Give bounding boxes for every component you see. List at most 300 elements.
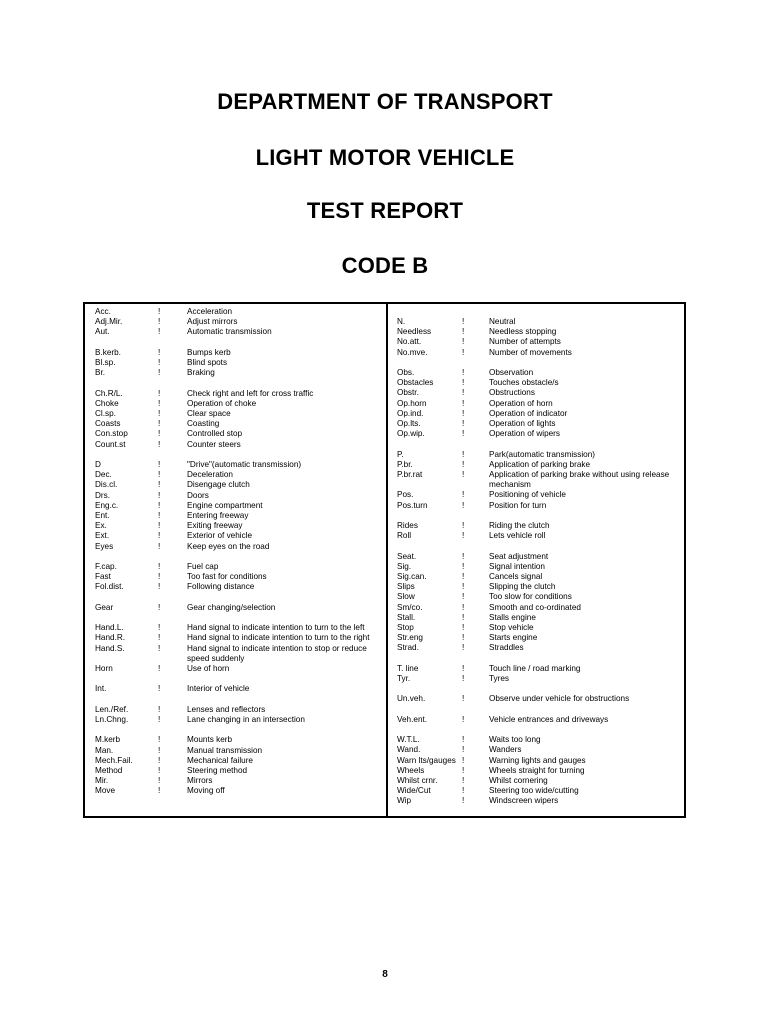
abbreviation-separator: ! (158, 531, 161, 541)
abbreviation-separator: ! (462, 582, 465, 592)
abbreviation-row (95, 705, 380, 715)
abbreviation-separator: ! (462, 378, 465, 388)
abbreviation-separator: ! (462, 398, 465, 408)
abbreviation-separator: ! (462, 786, 465, 796)
abbreviation-code: Aut. (95, 327, 110, 337)
abbreviation-code: No.mve. (397, 347, 428, 357)
abbreviation-meaning: Too slow for conditions (489, 592, 572, 602)
abbreviation-code: Br. (95, 368, 106, 378)
abbreviation-row (397, 613, 682, 623)
abbreviation-code: Slips (397, 582, 415, 592)
abbreviation-row (95, 633, 380, 643)
abbreviation-separator: ! (158, 470, 161, 480)
abbreviation-separator: ! (462, 551, 465, 561)
abbreviation-meaning: Doors (187, 490, 209, 500)
abbreviation-code: Drs. (95, 490, 111, 500)
abbreviation-separator: ! (462, 612, 465, 622)
abbreviation-meaning: Number of attempts (489, 337, 561, 347)
abbreviation-code: T. line (397, 663, 419, 673)
abbreviation-meaning: Moving off (187, 786, 225, 796)
abbreviation-code: Cl.sp. (95, 409, 116, 418)
abbreviation-separator: ! (462, 776, 465, 786)
abbreviation-row (95, 644, 380, 664)
abbreviation-row (397, 327, 682, 337)
abbreviation-code: Slow (397, 592, 415, 602)
abbreviation-row (397, 776, 682, 786)
abbreviation-row (95, 460, 380, 470)
abbreviation-code: Int. (95, 684, 107, 694)
abbreviation-code: Hand.L. (95, 623, 124, 633)
abbreviation-separator: ! (158, 755, 161, 765)
abbreviation-code: Eng.c. (95, 500, 119, 510)
abbreviation-row (397, 521, 682, 531)
abbreviation-row (95, 429, 380, 439)
abbreviation-code: Str.eng (397, 633, 423, 643)
abbreviation-meaning: Engine compartment (187, 500, 263, 510)
abbreviation-meaning: Positioning of vehicle (489, 490, 566, 500)
abbreviation-separator: ! (462, 796, 465, 806)
abbreviation-meaning: Smooth and co-ordinated (489, 602, 581, 612)
title-vehicle-class: LIGHT MOTOR VEHICLE (255, 145, 515, 170)
abbreviation-meaning: Application of parking brake (489, 459, 591, 469)
abbreviation-separator: ! (158, 490, 161, 500)
abbreviation-meaning: Stalls engine (489, 612, 536, 622)
abbreviation-row (397, 450, 682, 460)
abbreviation-row (397, 368, 682, 378)
abbreviation-separator: ! (158, 368, 161, 378)
abbreviation-meaning: Deceleration (187, 470, 233, 480)
abbreviation-code: Coasts (95, 419, 121, 429)
abbreviation-meaning: Braking (187, 368, 215, 378)
abbreviation-separator: ! (462, 735, 465, 745)
abbreviation-row (95, 695, 380, 705)
abbreviation-meaning: Hand signal to indicate intention to turn to the left (187, 623, 365, 633)
abbreviation-row (397, 633, 682, 643)
abbreviation-separator: ! (158, 480, 161, 490)
abbreviation-row (95, 317, 380, 327)
abbreviation-separator: ! (462, 347, 465, 357)
abbreviation-separator: ! (462, 561, 465, 571)
abbreviation-row (397, 674, 682, 684)
abbreviation-meaning: Following distance (187, 582, 255, 592)
abbreviation-separator: ! (158, 317, 161, 327)
abbreviation-separator: ! (462, 602, 465, 612)
abbreviation-code: Method (95, 766, 123, 775)
abbreviation-separator: ! (158, 347, 161, 357)
abbreviation-row (397, 531, 682, 541)
abbreviation-separator: ! (158, 582, 161, 592)
abbreviation-row (397, 511, 682, 521)
abbreviation-separator: ! (462, 429, 465, 439)
abbreviation-row (397, 796, 682, 806)
abbreviation-separator: ! (462, 388, 465, 398)
abbreviation-row (95, 327, 380, 337)
abbreviation-meaning: Observation (489, 368, 534, 377)
abbreviation-code: Move (95, 786, 116, 796)
abbreviation-code: Needless (397, 327, 432, 337)
abbreviation-separator: ! (158, 419, 161, 429)
abbreviation-meaning: Signal intention (489, 561, 545, 571)
abbreviation-separator: ! (158, 500, 161, 510)
abbreviation-code: Bl.sp. (95, 358, 116, 367)
abbreviation-row (95, 664, 380, 674)
abbreviation-row (95, 542, 380, 552)
abbreviation-separator: ! (158, 327, 161, 337)
abbreviation-meaning: Touch line / road marking (489, 663, 581, 673)
abbreviation-meaning: Observe under vehicle for obstructions (489, 694, 630, 704)
abbreviation-separator: ! (462, 490, 465, 500)
abbreviation-code: Pos.turn (397, 500, 428, 510)
abbreviation-row (95, 419, 380, 429)
title-department: DEPARTMENT OF TRANSPORT (217, 89, 553, 114)
abbreviation-meaning: Use of horn (187, 664, 230, 674)
abbreviation-meaning: Cancels signal (489, 572, 543, 582)
abbreviation-meaning: Whilst cornering (489, 776, 548, 786)
abbreviation-code: Horn (95, 664, 113, 674)
abbreviation-row (397, 786, 682, 796)
abbreviation-meaning: Mechanical failure (187, 755, 253, 765)
abbreviation-code: Wip (397, 796, 412, 806)
abbreviation-meaning: Gear changing/selection (187, 602, 276, 612)
abbreviation-meaning: Controlled stop (187, 429, 243, 439)
abbreviation-row (95, 582, 380, 592)
abbreviation-code: P. (397, 449, 404, 459)
abbreviation-code: Wide/Cut (397, 786, 431, 796)
abbreviation-code: Dis.cl. (95, 480, 118, 490)
abbreviation-row (397, 552, 682, 562)
abbreviation-separator: ! (158, 715, 161, 724)
abbreviation-row (95, 593, 380, 603)
page-number: 8 (382, 969, 388, 980)
abbreviation-row (397, 572, 682, 582)
abbreviation-separator: ! (158, 643, 161, 653)
abbreviation-row (95, 491, 380, 501)
abbreviation-separator: ! (158, 562, 161, 572)
abbreviation-code: Ln.Chng. (95, 715, 129, 724)
abbreviation-row (397, 756, 682, 766)
abbreviation-code: Eyes (95, 541, 114, 551)
abbreviation-code: Ex. (95, 521, 107, 531)
abbreviation-code: Hand.R. (95, 633, 126, 643)
abbreviation-separator: ! (158, 602, 161, 612)
abbreviation-meaning: Lane changing in an intersection (187, 715, 305, 724)
abbreviation-code: Mech.Fail. (95, 755, 133, 765)
abbreviation-separator: ! (158, 766, 161, 775)
abbreviation-meaning: Needless stopping (489, 327, 557, 337)
abbreviation-code: Adj.Mir. (95, 317, 123, 327)
abbreviation-meaning: Coasting (187, 419, 220, 429)
abbreviation-separator: ! (462, 459, 465, 469)
abbreviation-code: Ch.R/L. (95, 388, 123, 398)
abbreviation-row (95, 725, 380, 735)
abbreviation-row (397, 664, 682, 674)
abbreviation-row (95, 409, 380, 419)
abbreviation-meaning: Steering method (187, 766, 248, 775)
abbreviation-row (95, 786, 380, 796)
abbreviation-row (397, 388, 682, 398)
abbreviation-separator: ! (158, 684, 161, 694)
abbreviation-code: Strad. (397, 643, 419, 653)
abbreviation-separator: ! (158, 388, 161, 398)
abbreviation-row (95, 501, 380, 511)
abbreviation-code: Tyr. (397, 674, 411, 684)
abbreviation-code: Fol.dist. (95, 582, 124, 592)
abbreviation-row (397, 501, 682, 511)
abbreviation-meaning: Exterior of vehicle (187, 531, 253, 541)
abbreviation-code: No.att. (397, 337, 422, 347)
title-code: CODE B (341, 253, 429, 278)
abbreviation-separator: ! (462, 531, 465, 541)
abbreviation-meaning: Mirrors (187, 776, 213, 786)
abbreviation-meaning: Entering freeway (187, 511, 249, 521)
abbreviation-separator: ! (158, 704, 161, 714)
abbreviation-code: D (95, 460, 101, 469)
abbreviation-meaning: Park(automatic transmission) (489, 449, 596, 459)
abbreviation-code: Obstr. (397, 388, 419, 398)
abbreviation-meaning: Exiting freeway (187, 521, 243, 531)
column-divider (386, 304, 388, 816)
abbreviation-meaning: Mounts kerb (187, 735, 233, 745)
abbreviation-code: Warn lts/gauges (397, 755, 456, 765)
abbreviation-row (95, 378, 380, 388)
abbreviation-separator: ! (462, 765, 465, 775)
abbreviation-separator: ! (158, 623, 161, 633)
abbreviation-meaning: Wanders (489, 745, 522, 755)
abbreviation-meaning: Lets vehicle roll (489, 531, 546, 541)
abbreviation-row (397, 337, 682, 347)
abbreviation-row (397, 684, 682, 694)
abbreviation-row (95, 746, 380, 756)
abbreviation-row (95, 389, 380, 399)
abbreviation-meaning: Stop vehicle (489, 623, 534, 633)
abbreviation-code: Op.wip. (397, 429, 425, 439)
abbreviation-meaning: "Drive"(automatic transmission) (187, 460, 302, 469)
abbreviation-meaning: Warning lights and gauges (489, 755, 586, 765)
abbreviation-meaning: Bumps kerb (187, 347, 231, 357)
abbreviation-meaning: Application of parking brake without using release mechanism (489, 470, 670, 490)
abbreviation-code: Con.stop (95, 429, 128, 439)
abbreviation-row (397, 562, 682, 572)
abbreviation-meaning: Straddles (489, 643, 524, 653)
abbreviation-code: Count.st (95, 439, 126, 449)
abbreviation-row (95, 613, 380, 623)
abbreviation-code: Op.lts. (397, 419, 421, 429)
abbreviation-row (397, 490, 682, 500)
abbreviation-meaning: Hand signal to indicate intention to stop or reduce speed suddenly (187, 643, 367, 663)
abbreviation-row (397, 766, 682, 776)
abbreviation-code: Wheels (397, 765, 425, 775)
abbreviation-meaning: Touches obstacle/s (489, 378, 559, 388)
abbreviation-separator: ! (462, 694, 465, 704)
abbreviation-row (397, 715, 682, 725)
abbreviation-row (397, 378, 682, 388)
abbreviation-code: Obstacles (397, 378, 434, 388)
abbreviation-separator: ! (158, 521, 161, 531)
abbreviation-row (95, 450, 380, 460)
abbreviation-separator: ! (158, 541, 161, 551)
abbreviation-separator: ! (462, 592, 465, 602)
abbreviation-meaning: Keep eyes on the road (187, 541, 270, 551)
abbreviation-separator: ! (158, 745, 161, 755)
abbreviation-code: F.cap. (95, 562, 117, 572)
abbreviation-row (397, 623, 682, 633)
abbreviation-separator: ! (158, 735, 161, 745)
abbreviation-separator: ! (158, 460, 161, 469)
abbreviation-separator: ! (462, 755, 465, 765)
abbreviation-meaning: Neutral (489, 317, 516, 326)
abbreviation-separator: ! (462, 623, 465, 633)
abbreviation-row (95, 603, 380, 613)
abbreviation-row (95, 358, 380, 368)
abbreviation-meaning: Lenses and reflectors (187, 704, 266, 714)
abbreviation-meaning: Seat adjustment (489, 551, 549, 561)
abbreviation-column-left (95, 307, 380, 797)
abbreviation-meaning: Riding the clutch (489, 521, 550, 531)
abbreviation-code: Stall. (397, 612, 416, 622)
abbreviation-row (95, 552, 380, 562)
abbreviation-row (95, 674, 380, 684)
abbreviation-row (95, 480, 380, 490)
abbreviation-row (95, 776, 380, 786)
abbreviation-code: Veh.ent. (397, 714, 428, 724)
abbreviation-row (397, 348, 682, 358)
abbreviation-row (397, 541, 682, 551)
abbreviation-row (397, 582, 682, 592)
abbreviation-row (95, 399, 380, 409)
abbreviation-code: Sm/co. (397, 602, 423, 612)
abbreviation-row (397, 694, 682, 704)
abbreviation-code: Ext. (95, 531, 110, 541)
abbreviation-meaning: Automatic transmission (187, 327, 272, 337)
abbreviation-separator: ! (158, 776, 161, 786)
abbreviation-meaning: Too fast for conditions (187, 572, 267, 582)
abbreviation-separator: ! (158, 429, 161, 439)
abbreviation-row (95, 511, 380, 521)
abbreviation-code: Man. (95, 745, 114, 755)
abbreviation-code: Gear (95, 602, 114, 612)
abbreviation-meaning: Manual transmission (187, 745, 263, 755)
abbreviation-row (95, 368, 380, 378)
abbreviation-separator: ! (158, 511, 161, 521)
abbreviation-code: Obs. (397, 368, 415, 377)
abbreviation-separator: ! (462, 317, 465, 326)
abbreviation-row (95, 562, 380, 572)
abbreviation-row (397, 654, 682, 664)
abbreviation-separator: ! (462, 643, 465, 653)
abbreviation-separator: ! (158, 572, 161, 582)
abbreviation-separator: ! (462, 327, 465, 337)
abbreviation-separator: ! (462, 419, 465, 429)
abbreviation-code: W.T.L. (397, 735, 420, 745)
abbreviation-meaning: Operation of choke (187, 398, 257, 408)
abbreviation-code: Rides (397, 521, 418, 531)
abbreviation-separator: ! (462, 714, 465, 724)
abbreviation-separator: ! (462, 368, 465, 377)
abbreviation-row (397, 399, 682, 409)
abbreviation-separator: ! (462, 674, 465, 684)
abbreviation-code: P.br. (397, 459, 413, 469)
abbreviation-meaning: Hand signal to indicate intention to turn to the right (187, 633, 370, 643)
abbreviation-meaning: Windscreen wipers (489, 796, 559, 806)
abbreviation-code: Stop (397, 623, 414, 633)
abbreviation-meaning: Waits too long (489, 735, 541, 745)
abbreviation-separator: ! (462, 521, 465, 531)
abbreviation-separator: ! (158, 398, 161, 408)
abbreviation-meaning: Vehicle entrances and driveways (489, 714, 609, 724)
abbreviation-code: Seat. (397, 551, 417, 561)
abbreviation-row (397, 592, 682, 602)
abbreviation-separator: ! (158, 409, 161, 418)
abbreviation-row (95, 348, 380, 358)
abbreviation-row (397, 470, 682, 490)
abbreviation-row (95, 735, 380, 745)
abbreviation-meaning: Obstructions (489, 388, 535, 398)
abbreviation-separator: ! (158, 633, 161, 643)
abbreviation-code: Ent. (95, 511, 110, 521)
abbreviation-code: Hand.S. (95, 643, 125, 653)
abbreviation-meaning: Disengage clutch (187, 480, 250, 490)
abbreviation-meaning: Fuel cap (187, 562, 219, 572)
abbreviation-code: Dec. (95, 470, 112, 480)
abbreviation-row (397, 429, 682, 439)
abbreviation-row (397, 735, 682, 745)
abbreviation-row (95, 572, 380, 582)
abbreviation-row (397, 419, 682, 429)
abbreviation-row (95, 338, 380, 348)
abbreviation-code: P.br.rat (397, 470, 423, 480)
abbreviation-code: Un.veh. (397, 694, 426, 704)
abbreviation-separator: ! (462, 572, 465, 582)
abbreviation-row (397, 358, 682, 368)
abbreviation-code: Len./Ref. (95, 704, 129, 714)
abbreviation-code: B.kerb. (95, 347, 121, 357)
abbreviation-separator: ! (158, 439, 161, 449)
abbreviation-row (95, 521, 380, 531)
abbreviation-separator: ! (462, 337, 465, 347)
abbreviation-meaning: Number of movements (489, 347, 572, 357)
abbreviation-code: Pos. (397, 490, 414, 500)
abbreviation-row (95, 756, 380, 766)
abbreviation-code: Sig. (397, 561, 412, 571)
abbreviation-separator: ! (462, 500, 465, 510)
abbreviation-separator: ! (158, 786, 161, 796)
abbreviation-separator: ! (462, 408, 465, 418)
abbreviation-code: Mir. (95, 776, 109, 786)
abbreviation-separator: ! (462, 633, 465, 643)
abbreviation-row (397, 705, 682, 715)
abbreviation-row (95, 766, 380, 776)
abbreviation-code: Roll (397, 531, 412, 541)
abbreviation-row (95, 307, 380, 317)
abbreviation-meaning: Counter steers (187, 439, 241, 449)
abbreviation-code: Op.ind. (397, 408, 424, 418)
abbreviation-separator: ! (158, 664, 161, 674)
abbreviation-meaning: Tyres (489, 674, 510, 684)
abbreviation-row (397, 725, 682, 735)
abbreviation-row (95, 623, 380, 633)
abbreviation-table (83, 302, 686, 818)
abbreviation-meaning: Operation of lights (489, 419, 556, 429)
abbreviation-meaning: Starts engine (489, 633, 538, 643)
abbreviation-meaning: Blind spots (187, 358, 228, 367)
abbreviation-row (397, 603, 682, 613)
abbreviation-meaning: Interior of vehicle (187, 684, 250, 694)
abbreviation-code: Wand. (397, 745, 421, 755)
abbreviation-meaning: Wheels straight for turning (489, 765, 585, 775)
abbreviation-code: Fast (95, 572, 111, 582)
abbreviation-code: N. (397, 317, 406, 326)
abbreviation-code: Choke (95, 398, 119, 408)
